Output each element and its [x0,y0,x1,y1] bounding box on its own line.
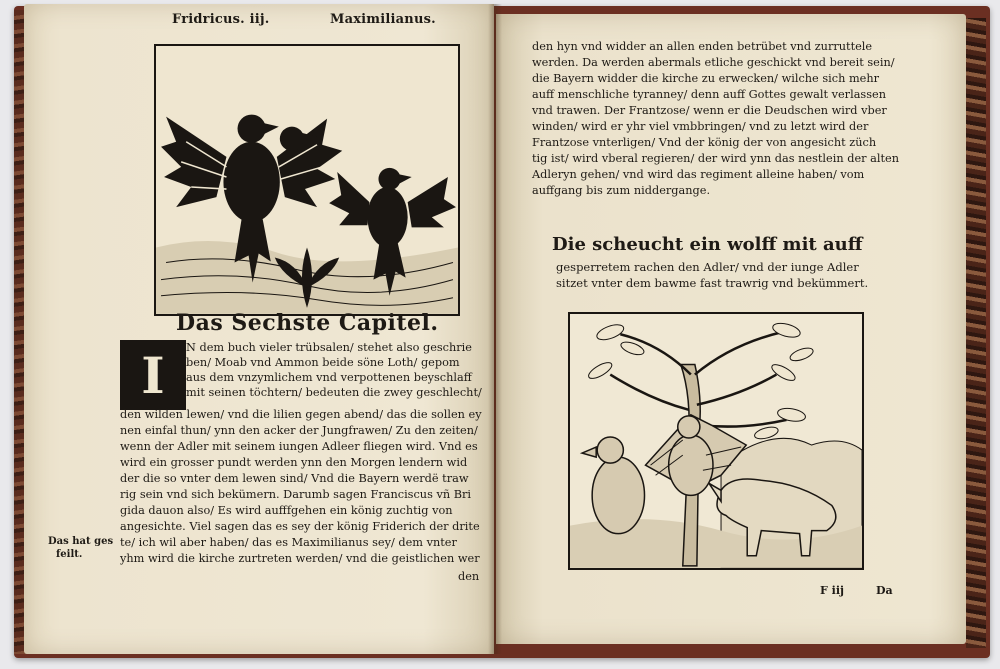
text-line: auff menschliche tyranney/ denn auff Gottes gewalt verlassen [532,88,886,101]
text-line: angesichte. Viel sagen das es sey der könig Friderich der drite [120,520,480,533]
text-line: aus dem vnzymlichem vnd verpottenen beyschlaff [186,371,472,384]
text-line: yhm wird die kirche zurtreten werden/ vnd die geistlichen wer [120,552,480,565]
text-line: N dem buch vieler trübsalen/ stehet also geschrie [186,341,472,354]
text-line: vnd trawen. Der Frantzose/ wenn er die Deudschen wird vber [532,104,887,117]
text-line: der die so vnter dem lewen sind/ Vnd die Bayern werdë traw [120,472,469,485]
text-line: mit seinen töchtern/ bedeuten die zwey geschlecht/ [186,386,482,399]
chapter-title: Das Sechste Capitel. [176,310,439,336]
text-line: Frantzose vnterligen/ Vnd der könig der von angesicht züch [532,136,877,149]
running-head-left: Fridricus. iij. [172,12,270,27]
text-line: wenn der Adler mit seinem iungen Adleer fliegen wird. Vnd es [120,440,478,453]
text-line: wird ein grosser pundt werden ynn den Morgen lendern wid [120,456,468,469]
text-line: ben/ Moab vnd Ammon beide söne Loth/ gepom [186,356,460,369]
text-line: gida dauon also/ Es wird aufffgehen ein könig zuchtig von [120,504,453,517]
eagles-woodcut [154,44,460,316]
decorated-initial: I [120,340,186,410]
text-line: den wilden lewen/ vnd die lilien gegen abend/ das die sollen ey [120,408,482,421]
section-subheading-line: sitzet vnter dem bawme fast trawrig vnd bekümmert. [556,276,869,290]
margin-note-line: Das hat ges [48,536,114,547]
running-head-right: Maximilianus. [330,12,436,27]
section-subheading-line: gesperretem rachen den Adler/ vnd der iunge Adler [556,260,859,274]
text-line: auffgang bis zum niddergange. [532,184,711,197]
catchword-left: den [458,570,480,583]
marbled-edge-right [966,18,986,648]
book-gutter [488,4,502,654]
eagles-illustration [156,46,458,314]
text-line: die Bayern widder die kirche zu erwecken/ wilche sich mehr [532,72,880,85]
signature-mark: F iij [820,584,844,597]
margin-note-line: feilt. [56,549,83,560]
text-line: Adleryn gehen/ vnd wird das regiment alleine haben/ vom [532,168,865,181]
text-line: rig sein vnd sich bekümern. Darumb sagen Franciscus vñ Bri [120,488,472,501]
text-line: werden. Da werden abermals etliche geschickt vnd bereit sein/ [532,56,895,69]
catchword-right: Da [876,584,893,597]
text-line: den hyn vnd widder an allen enden betrübet vnd zurruttele [532,40,873,53]
wolf-eagle-woodcut [568,312,864,570]
text-line: te/ ich wil aber haben/ das es Maximilianus sey/ dem vnter [120,536,457,549]
section-heading: Die scheucht ein wolff mit auff [552,234,863,255]
wolf-eagle-illustration [570,314,862,568]
text-line: winden/ wird er yhr viel vmbbringen/ vnd zu letzt wird der [532,120,869,133]
text-line: nen einfal thun/ ynn den acker der Jungfrawen/ Zu den zeiten/ [120,424,478,437]
text-line: tig ist/ wird vberal regieren/ der wird ynn das nestlein der alten [532,152,899,165]
